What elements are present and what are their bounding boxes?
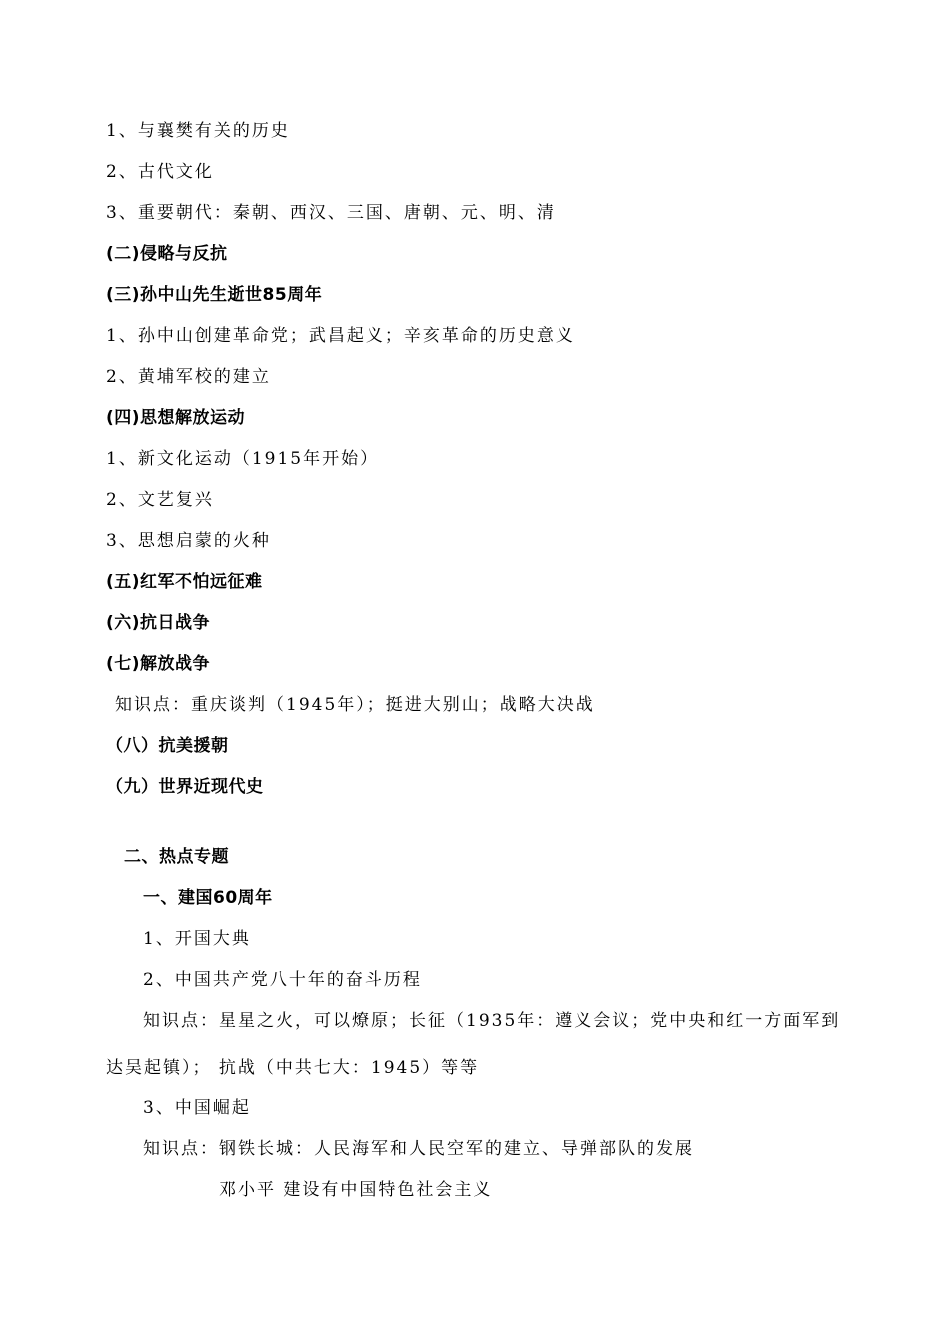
section-heading: (六)抗日战争 [106, 613, 211, 633]
section-heading: (七)解放战争 [106, 654, 211, 674]
list-item: 1、新文化运动（1915年开始） [106, 449, 380, 469]
knowledge-point: 知识点：钢铁长城：人民海军和人民空军的建立、导弹部队的发展 [143, 1139, 694, 1159]
list-item: 2、中国共产党八十年的奋斗历程 [143, 970, 422, 990]
section-heading: 一、建国60周年 [143, 888, 273, 908]
knowledge-point: 知识点：重庆谈判（1945年）；挺进大别山；战略大决战 [115, 695, 595, 715]
knowledge-point-continued: 达吴起镇）； 抗战（中共七大：1945）等等 [106, 1058, 480, 1078]
list-item: 2、文艺复兴 [106, 490, 214, 510]
list-item: 2、黄埔军校的建立 [106, 367, 271, 387]
section-heading: (二)侵略与反抗 [106, 244, 228, 264]
chapter-heading: 二、热点专题 [124, 847, 229, 867]
knowledge-point-continued: 邓小平 建设有中国特色社会主义 [219, 1180, 493, 1200]
list-item: 1、孙中山创建革命党；武昌起义；辛亥革命的历史意义 [106, 326, 575, 346]
list-item: 3、重要朝代：秦朝、西汉、三国、唐朝、元、明、清 [106, 203, 556, 223]
list-item: 3、中国崛起 [143, 1098, 251, 1118]
section-heading: (三)孙中山先生逝世85周年 [106, 285, 323, 305]
section-heading: (四)思想解放运动 [106, 408, 246, 428]
list-item: 1、开国大典 [143, 929, 251, 949]
section-heading: （八）抗美援朝 [106, 736, 229, 756]
list-item: 1、与襄樊有关的历史 [106, 121, 290, 141]
section-heading: （九）世界近现代史 [106, 777, 264, 797]
knowledge-point: 知识点：星星之火，可以燎原；长征（1935年：遵义会议；党中央和红一方面军到 [143, 1011, 841, 1031]
section-heading: (五)红军不怕远征难 [106, 572, 263, 592]
list-item: 2、古代文化 [106, 162, 214, 182]
list-item: 3、思想启蒙的火种 [106, 531, 271, 551]
